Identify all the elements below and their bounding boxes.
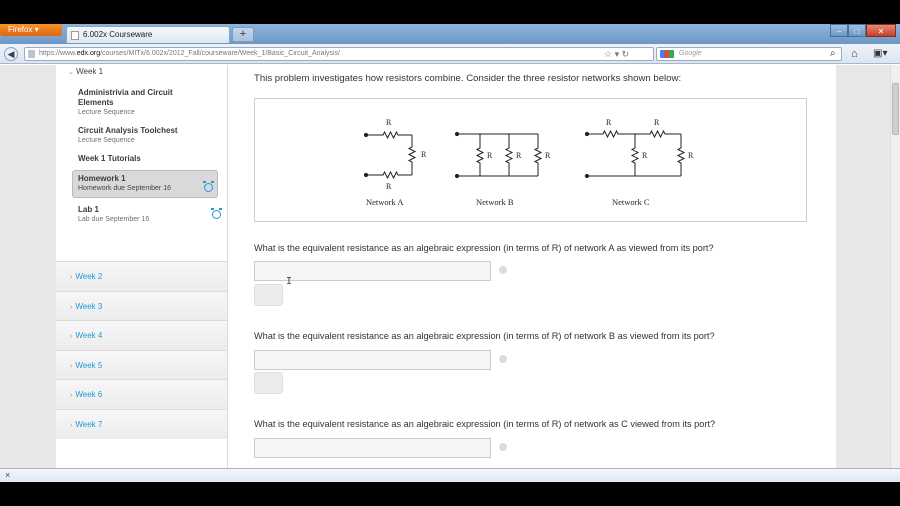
sidebar-item-lab-1[interactable] (56, 201, 227, 229)
bookmark-star-icon[interactable]: ☆ ▾ ↻ (604, 49, 630, 59)
question-network-c: What is the equivalent resistance as an algebraic expression (in terms of R) of network as C viewed from its port? (254, 419, 716, 429)
course-sidebar (56, 65, 228, 468)
week-label: Week 6 (75, 390, 103, 400)
navigation-bar (0, 44, 900, 64)
sidebar-item-week-4[interactable] (56, 320, 227, 350)
caption-network-c: Network C (612, 197, 650, 207)
week-label: Week 7 (75, 419, 103, 429)
answer-input-network-b[interactable] (254, 350, 491, 370)
week-label: Week 2 (75, 272, 103, 281)
week-1-label: Week 1 (76, 67, 104, 76)
vertical-scrollbar[interactable] (890, 65, 900, 468)
url-path: /courses/MITx/6.002x/2012_Fall/courseware/Week_1/Basic_Circuit_Analysis/ (100, 50, 341, 57)
status-indicator (499, 355, 507, 363)
circuit-diagram (255, 99, 808, 223)
sidebar-item-homework-1[interactable] (72, 170, 218, 198)
resistor-label: R (487, 151, 493, 160)
google-icon (660, 50, 674, 58)
sidebar-item-week-2[interactable] (56, 261, 227, 291)
entry-title: Circuit Analysis Toolchest (78, 126, 178, 135)
sidebar-item-administrivia[interactable] (56, 84, 227, 122)
url-prefix: https://www. (39, 50, 77, 57)
url-host: edx.org (76, 50, 101, 57)
courseware-page (56, 65, 836, 468)
question-network-b: What is the equivalent resistance as an algebraic expression (in terms of R) of network B as viewed from its port? (254, 331, 715, 341)
firefox-label: Firefox (8, 25, 33, 34)
lock-icon (28, 50, 35, 58)
week-label: Week 5 (75, 360, 103, 370)
url-bar[interactable] (24, 47, 654, 61)
window-controls (830, 24, 896, 37)
network-b (455, 132, 541, 177)
scrollbar-thumb[interactable] (892, 83, 899, 135)
minimize-button[interactable]: – (830, 24, 848, 37)
close-icon[interactable]: × (5, 470, 11, 480)
back-button[interactable]: ◀ (4, 47, 18, 61)
sidebar-item-week-7[interactable] (56, 409, 227, 439)
answer-input-network-c[interactable] (254, 438, 491, 458)
problem-intro: This problem investigates how resistors combine. Consider the three resistor networks shown below: (254, 73, 682, 84)
entry-title: Administrivia and Circuit Elements (78, 88, 173, 107)
title-bar (0, 24, 900, 44)
week-label: Week 4 (75, 331, 103, 341)
sidebar-item-week-5[interactable] (56, 350, 227, 380)
menu-icon[interactable]: ▣▾ (873, 48, 888, 59)
caption-network-b: Network B (476, 197, 514, 207)
chevron-down-icon: ⌄ (68, 69, 74, 76)
chevron-right-icon: › (70, 421, 73, 429)
network-captions (366, 197, 650, 207)
resistor-label: R (606, 118, 612, 127)
resistor-label: R (386, 118, 392, 127)
page-viewport (0, 65, 890, 468)
problem-content (254, 65, 814, 468)
entry-subtitle: Lab due September 16 (78, 216, 150, 223)
close-window-button[interactable]: ✕ (866, 24, 896, 37)
sidebar-item-week-6[interactable] (56, 379, 227, 409)
chevron-right-icon: › (70, 362, 73, 370)
week-label: Week 3 (75, 301, 103, 311)
week-1-heading[interactable] (56, 65, 227, 77)
search-input[interactable] (656, 47, 842, 61)
resistor-networks-figure (254, 98, 807, 222)
entry-subtitle: Lecture Sequence (78, 137, 135, 144)
resistor-label: R (688, 151, 694, 160)
entry-subtitle: Lecture Sequence (78, 109, 135, 116)
resistor-labels (386, 118, 694, 191)
sidebar-item-tutorials[interactable] (56, 150, 227, 168)
page-icon (71, 31, 79, 40)
sidebar-item-week-3[interactable] (56, 291, 227, 321)
network-a (364, 132, 415, 178)
new-tab-button[interactable]: + (232, 27, 254, 42)
sidebar-item-toolchest[interactable] (56, 122, 227, 150)
check-button[interactable] (254, 284, 283, 306)
chevron-right-icon: › (70, 392, 73, 400)
entry-title: Lab 1 (78, 205, 99, 214)
resistor-label: R (545, 151, 551, 160)
week-list (56, 261, 227, 439)
resistor-label: R (516, 151, 522, 160)
resistor-label: R (654, 118, 660, 127)
check-button[interactable] (254, 372, 283, 394)
search-icon[interactable]: ⌕ (830, 48, 836, 59)
resistor-label: R (386, 182, 392, 191)
question-network-a: What is the equivalent resistance as an algebraic expression (in terms of R) of network A as viewed from its port? (254, 243, 714, 253)
entry-title: Week 1 Tutorials (78, 154, 141, 163)
browser-window (0, 24, 900, 482)
chevron-right-icon: › (70, 303, 73, 311)
entry-subtitle: Homework due September 16 (78, 185, 171, 192)
chevron-right-icon: › (70, 274, 73, 281)
alarm-clock-icon (204, 183, 213, 192)
tab-title: 6.002x Courseware (83, 30, 153, 39)
network-c (585, 131, 684, 178)
resistor-label: R (642, 151, 648, 160)
resistor-label: R (421, 150, 427, 159)
status-indicator (499, 443, 507, 451)
status-indicator (499, 266, 507, 274)
maximize-button[interactable]: □ (848, 24, 866, 37)
status-bar (0, 468, 900, 482)
tab-courseware[interactable] (66, 26, 230, 43)
entry-title: Homework 1 (78, 174, 126, 183)
chevron-right-icon: › (70, 333, 73, 341)
home-icon[interactable]: ⌂ (851, 48, 858, 60)
search-placeholder: Google (679, 50, 702, 57)
caption-network-a: Network A (366, 197, 404, 207)
alarm-clock-icon (212, 210, 221, 219)
firefox-menu-button[interactable]: Firefox ▾ (0, 24, 62, 36)
text-cursor-icon: I (286, 276, 293, 287)
